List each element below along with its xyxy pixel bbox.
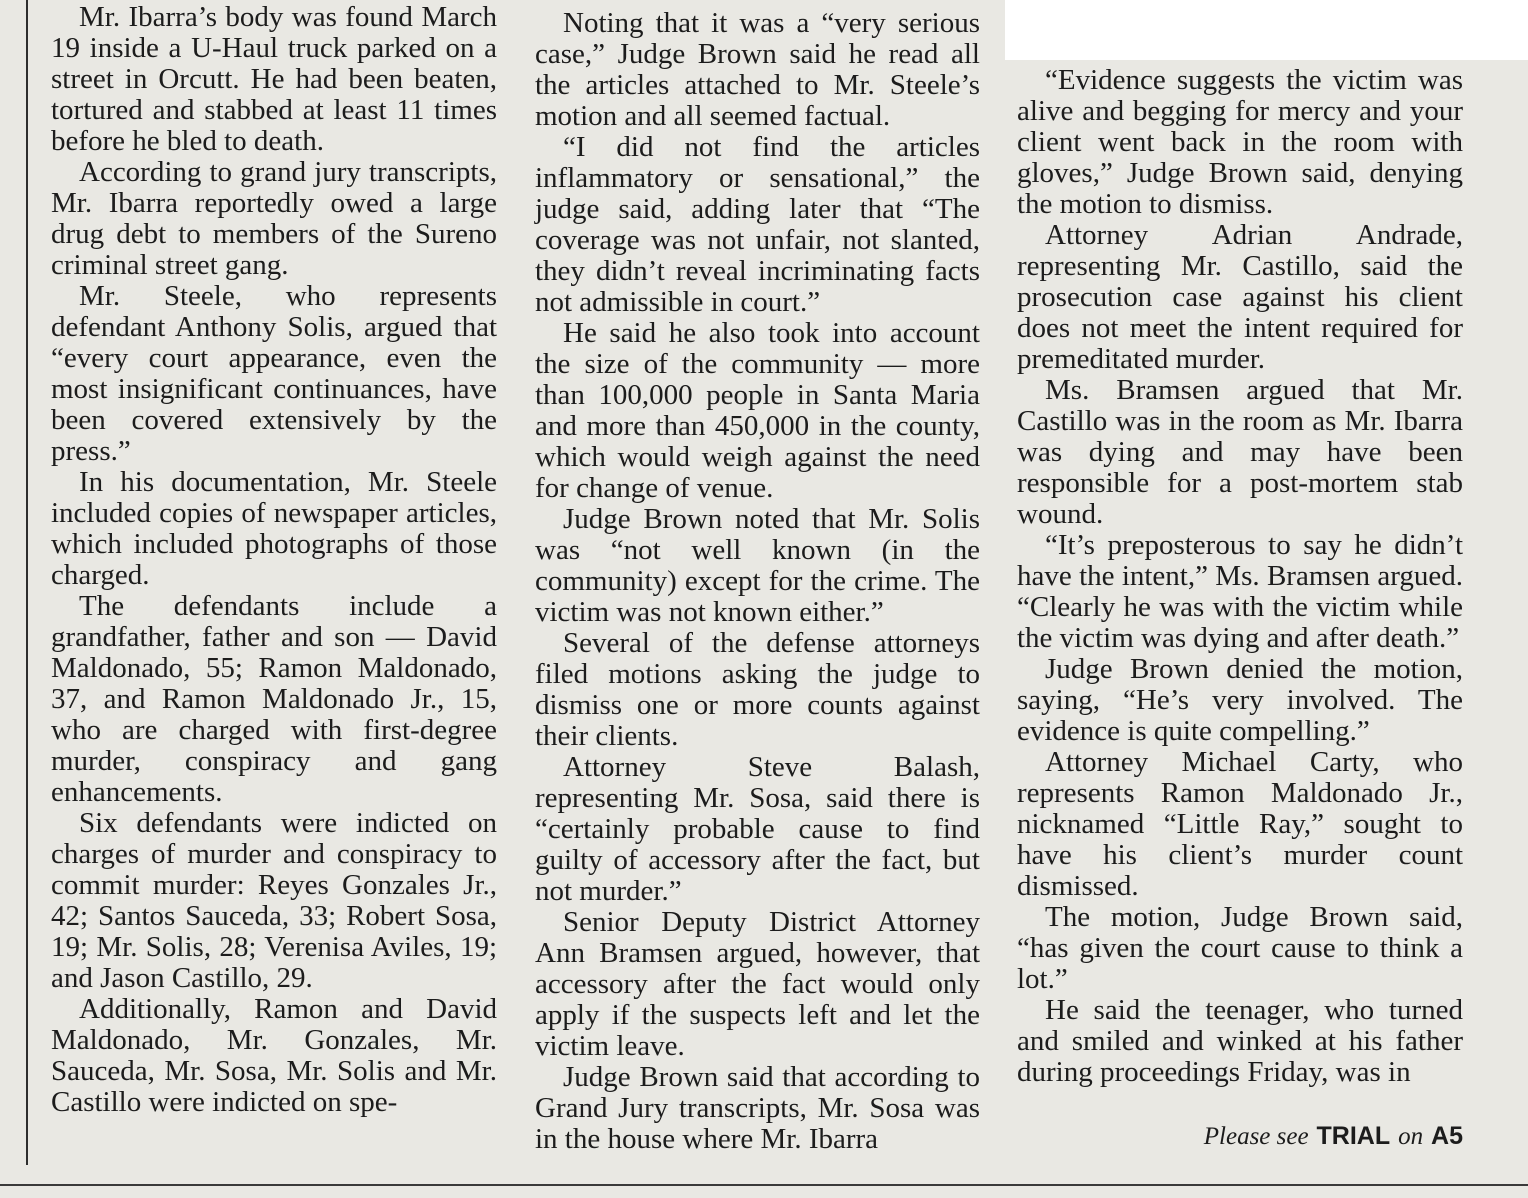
paragraph: Senior Deputy District Attorney Ann Bramsen argued, however, that accessory after the fact would only apply if the suspects left and let the victim leave. xyxy=(535,906,980,1062)
paragraph: “It’s preposterous to say he didn’t have the intent,” Ms. Bramsen argued. “Clearly he was with the victim while the victim was dying and after death.” xyxy=(1017,529,1463,654)
article-column-2 xyxy=(535,8,980,1155)
paragraph: Noting that it was a “very serious case,” Judge Brown said he read all the articles attached to Mr. Steele’s motion and all seemed factual. xyxy=(535,7,980,132)
paragraph: In his documentation, Mr. Steele included copies of newspaper articles, which included photographs of those charged. xyxy=(51,466,497,591)
paragraph: Attorney Michael Carty, who represents Ramon Maldonado Jr., nicknamed “Little Ray,” sought to have his client’s murder count dismissed. xyxy=(1017,746,1463,902)
article-column-1 xyxy=(51,2,497,1118)
jump-prefix: Please see xyxy=(1203,1123,1309,1150)
jump-middle: on xyxy=(1398,1123,1424,1150)
paragraph: “I did not find the articles inflammatory or sensational,” the judge said, adding later that “The coverage was not unfair, not slanted, they didn’t reveal incriminating facts not admissible in court.” xyxy=(535,131,980,318)
paragraph: Attorney Steve Balash, representing Mr. Sosa, said there is “certainly probable cause to find guilty of accessory after the fact, but not murder.” xyxy=(535,751,980,907)
paragraph: “Evidence suggests the victim was alive and begging for mercy and your client went back in the room with gloves,” Judge Brown said, denying the motion to dismiss. xyxy=(1017,64,1463,220)
paragraph: Judge Brown denied the motion, saying, “He’s very involved. The evidence is quite compelling.” xyxy=(1017,653,1463,747)
paragraph: He said he also took into account the size of the community — more than 100,000 people in Santa Maria and more than 450,000 in the county, which would weigh against the need for change of venue. xyxy=(535,317,980,504)
paragraph: The motion, Judge Brown said, “has given the court cause to think a lot.” xyxy=(1017,901,1463,995)
paragraph: Six defendants were indicted on charges of murder and conspiracy to commit murder: Reyes Gonzales Jr., 42; Santos Sauceda, 33; Robert Sosa, 19; Mr. Solis, 28; Verenisa Aviles, 19; and Jason Castillo, 29. xyxy=(51,807,497,994)
paragraph: According to grand jury transcripts, Mr. Ibarra reportedly owed a large drug debt to members of the Sureno criminal street gang. xyxy=(51,156,497,281)
bottom-rule xyxy=(0,1184,1528,1186)
paragraph: He said the teenager, who turned and smiled and winked at his father during proceedings Friday, was in xyxy=(1017,994,1463,1088)
article-column-3 xyxy=(1017,65,1463,1088)
paragraph: Additionally, Ramon and David Maldonado, Mr. Gonzales, Mr. Sauceda, Mr. Sosa, Mr. Solis and Mr. Castillo were indicted on spe- xyxy=(51,993,497,1118)
paragraph: Judge Brown noted that Mr. Solis was “not well known (in the community) except for the crime. The victim was not known either.” xyxy=(535,503,980,628)
column-rule-left xyxy=(26,0,28,1165)
jump-keyword: TRIAL xyxy=(1316,1122,1391,1150)
paragraph: Attorney Adrian Andrade, representing Mr. Castillo, said the prosecution case against his client does not meet the intent required for premeditated murder. xyxy=(1017,219,1463,375)
paragraph: The defendants include a grandfather, father and son — David Maldonado, 55; Ramon Maldonado, 37, and Ramon Maldonado Jr., 15, who are charged with first-degree murder, conspiracy and gang enhancements. xyxy=(51,590,497,808)
paragraph: Several of the defense attorneys filed motions asking the judge to dismiss one or more counts against their clients. xyxy=(535,627,980,752)
continuation-line xyxy=(1017,1120,1463,1152)
paragraph: Mr. Steele, who represents defendant Anthony Solis, argued that “every court appearance, even the most insignificant continuances, have been covered extensively by the press.” xyxy=(51,280,497,467)
paragraph: Mr. Ibarra’s body was found March 19 inside a U-Haul truck parked on a street in Orcutt. He had been beaten, tortured and stabbed at least 11 times before he bled to death. xyxy=(51,1,497,157)
paragraph: Judge Brown said that according to Grand Jury transcripts, Mr. Sosa was in the house where Mr. Ibarra xyxy=(535,1061,980,1155)
paragraph: Ms. Bramsen argued that Mr. Castillo was in the room as Mr. Ibarra was dying and may have been responsible for a post-mortem stab wound. xyxy=(1017,374,1463,530)
jump-page: A5 xyxy=(1431,1122,1463,1150)
